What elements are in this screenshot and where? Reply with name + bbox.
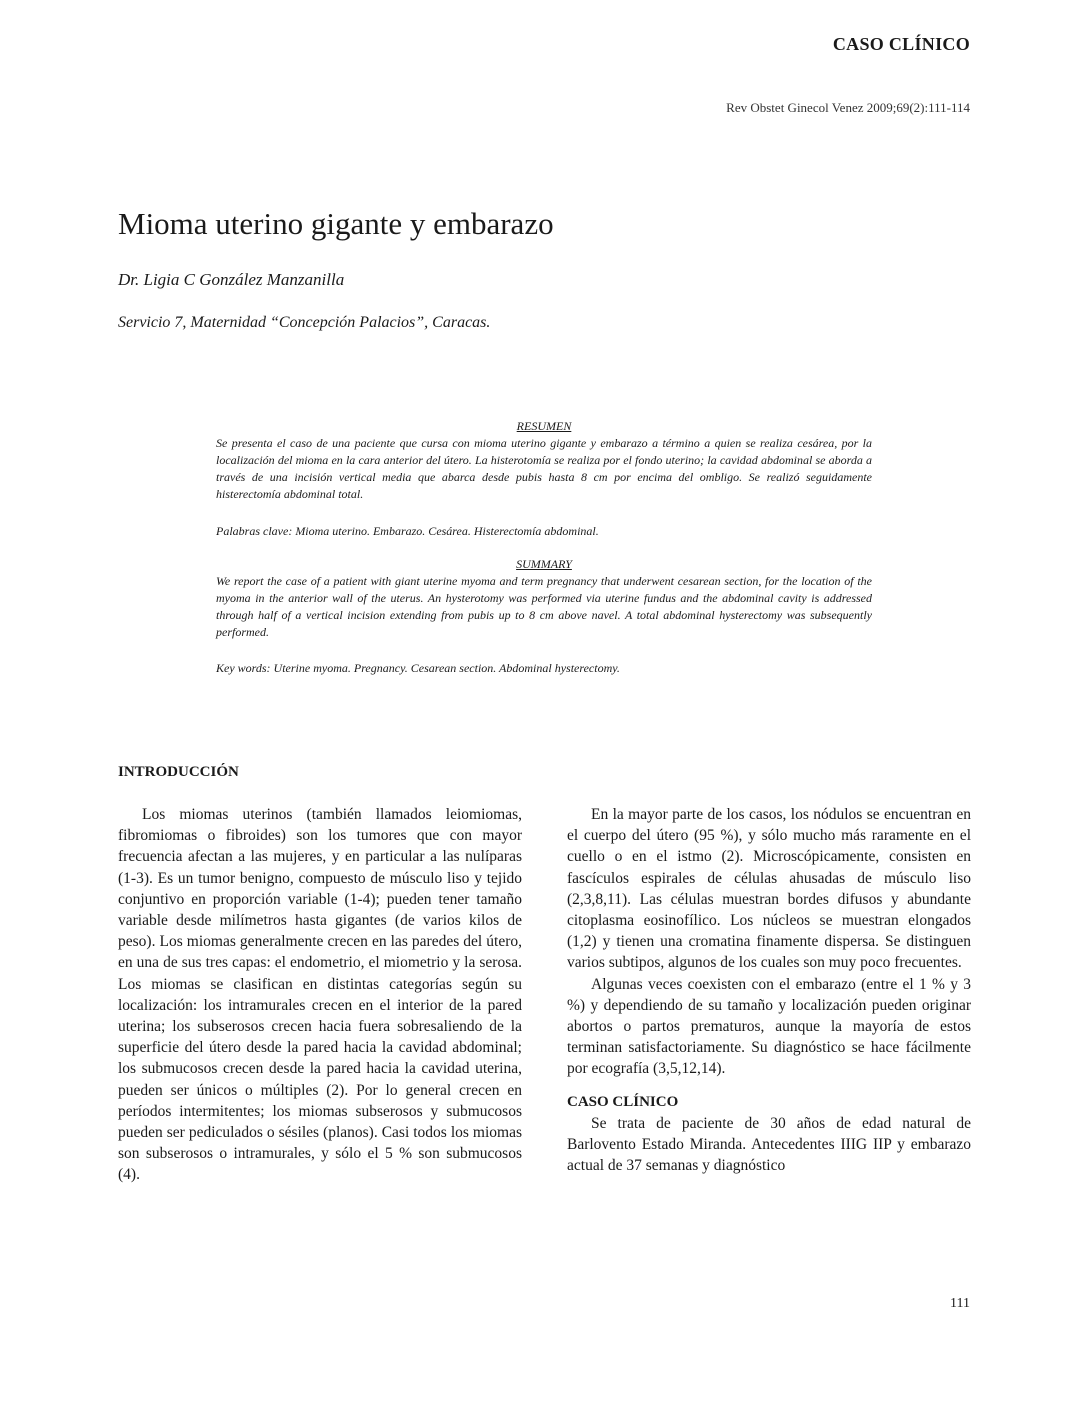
palabras-clave: Palabras clave: Mioma uterino. Embarazo. Cesárea. Histerectomía abdominal. bbox=[216, 524, 599, 538]
article-title: Mioma uterino gigante y embarazo bbox=[118, 206, 554, 241]
author-affiliation: Servicio 7, Maternidad “Concepción Palacios”, Caracas. bbox=[118, 314, 491, 331]
summary-text: We report the case of a patient with giant uterine myoma and term pregnancy that underwent cesarean section, for the location of the myoma in the anterior wall of the uterus. An hysterotomy was performed via uterine fundus and the abdominal cavity is addressed through half of a vertical incision extending from pubis up to 8 cm above navel. A total abdominal hysterectomy was subsequently performed. bbox=[216, 574, 872, 639]
author-name: Dr. Ligia C González Manzanilla bbox=[118, 270, 345, 289]
page-number: 111 bbox=[950, 1296, 970, 1311]
section-label: CASO CLÍNICO bbox=[832, 34, 970, 54]
resumen-heading: RESUMEN bbox=[516, 419, 572, 433]
right-column bbox=[567, 804, 971, 1176]
resumen-block bbox=[216, 418, 872, 503]
summary-block bbox=[216, 556, 872, 641]
intro-paragraph: Los miomas uterinos (también llamados leiomiomas, fibromiomas o fibroides) son los tumores que con mayor frecuencia afectan a las mujeres, y en particular a las nulíparas (1-3). Es un tumor benigno, compuesto de músculo liso y tejido conjuntivo en proporción variable (1-4); pueden tener tamaño variable desde milímetros hasta gigantes (de varios kilos de peso). Los miomas generalmente crecen en las paredes del útero, en una de sus tres capas: el endometrio, el miometrio y la serosa. Los miomas se clasifican en distintas categorías según su localización: los intramurales crecen en el interior de la pared uterina; los subserosos crecen hacia fuera sobresaliendo de la superficie del útero desde la pared hacia la cavidad abdominal; los submucosos crecen desde la pared hacia la cavidad uterina, pueden ser únicos o múltiples (2). Por lo general crecen en períodos intermitentes; los miomas subserosos y submucosos pueden ser pediculados o sésiles (planos). Casi todos los miomas son subserosos o intramurales, y sólo el 5 % son submucosos (4). bbox=[118, 806, 522, 1184]
resumen-text: Se presenta el caso de una paciente que cursa con mioma uterino gigante y embarazo a término a quien se realiza cesárea, por la localización del mioma en la cara anterior del útero. La histerotomía se realiza por el fondo uterino; la cavidad abdominal se aborda a través de una incisión vertical media que abarca desde pubis hasta 8 cm por encima del ombligo. Se realizó seguidamente histerectomía abdominal total. bbox=[216, 436, 872, 501]
left-column bbox=[118, 804, 522, 1186]
journal-citation: Rev Obstet Ginecol Venez 2009;69(2):111-114 bbox=[726, 100, 970, 115]
intro-heading: INTRODUCCIÓN bbox=[118, 764, 239, 780]
body-paragraph-1: En la mayor parte de los casos, los nódulos se encuentran en el cuerpo del útero (95 %), y sólo mucho más raramente en el cuello o en el istmo (2). Microscópicamente, consisten en fascículos espirales de células ahusadas de músculo liso (2,3,8,11). Las células muestran bordes difusos y abundante citoplasma eosinofílico. Los núcleos se muestran elongados (1,2) y tienen una cromatina finamente dispersa. Se distinguen varios subtipos, algunos de los cuales son muy poco frecuentes. bbox=[567, 806, 971, 972]
key-words: Key words: Uterine myoma. Pregnancy. Cesarean section. Abdominal hysterectomy. bbox=[216, 661, 620, 675]
body-paragraph-2: Algunas veces coexisten con el embarazo (entre el 1 % y 3 %) y dependiendo de su tamaño y localización pueden originar abortos o partos prematuros, aunque la mayoría de estos terminan satisfactoriamente. Su diagnóstico se hace fácilmente por ecografía (3,5,12,14). bbox=[567, 975, 971, 1078]
caso-clinico-heading: CASO CLÍNICO bbox=[567, 1093, 679, 1110]
summary-heading: SUMMARY bbox=[516, 557, 572, 571]
body-paragraph-3: Se trata de paciente de 30 años de edad natural de Barlovento Estado Miranda. Antecedentes IIIG IIP y embarazo actual de 37 semanas y diagnóstico bbox=[567, 1114, 971, 1175]
